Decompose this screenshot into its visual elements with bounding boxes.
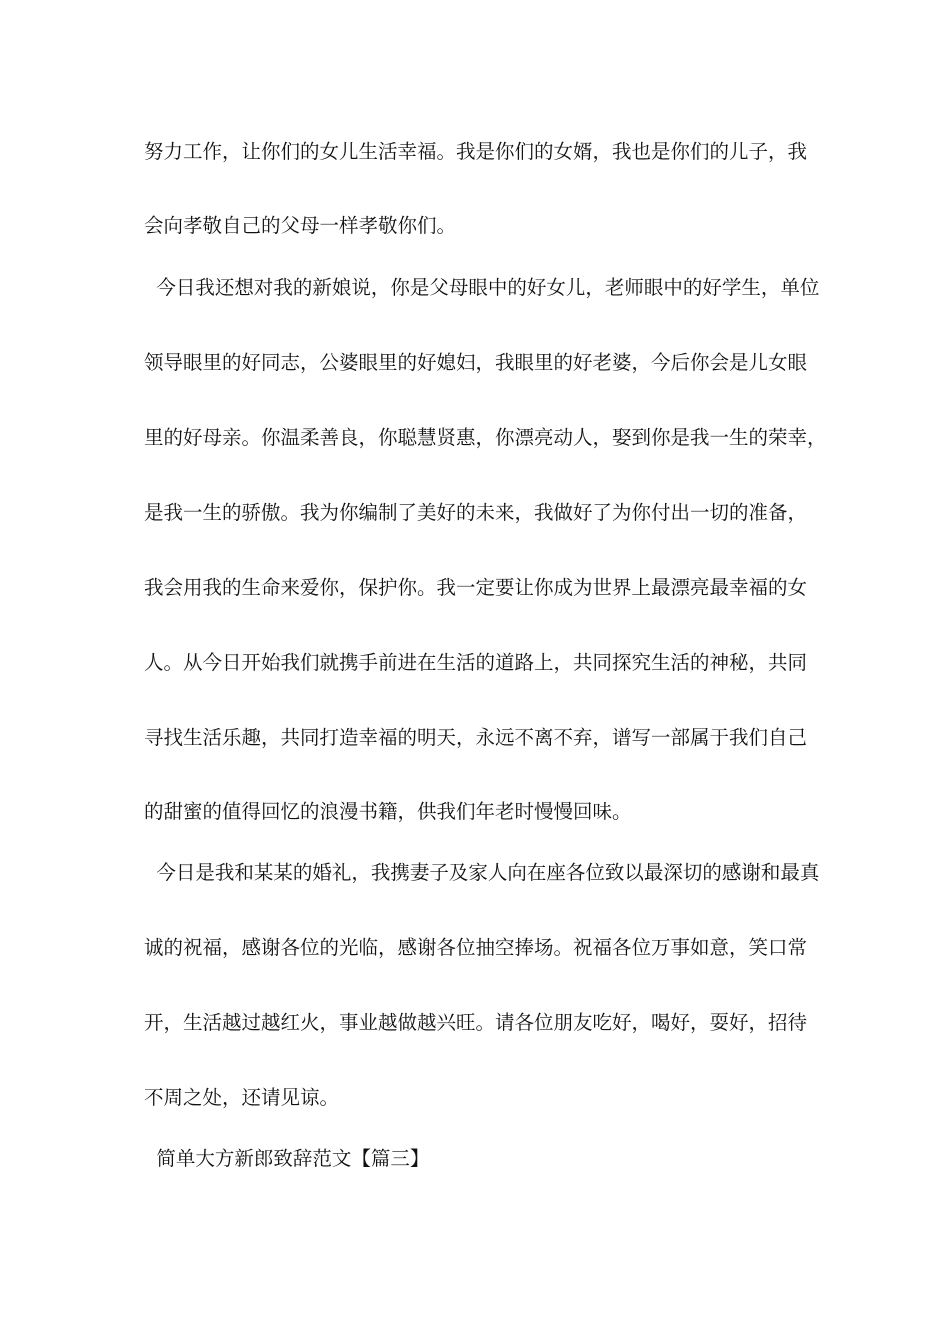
paragraph-line: 会向孝敬自己的父母一样孝敬你们。 — [144, 214, 457, 237]
paragraph-line: 我会用我的生命来爱你，保护你。我一定要让你成为世界上最漂亮最幸福的女 — [144, 576, 808, 599]
paragraph-line: 领导眼里的好同志，公婆眼里的好媳妇，我眼里的好老婆，今后你会是儿女眼 — [144, 351, 808, 374]
paragraph-line: 人。从今日开始我们就携手前进在生活的道路上，共同探究生活的神秘，共同 — [144, 651, 808, 674]
paragraph-line: 诚的祝福，感谢各位的光临，感谢各位抽空捧场。祝福各位万事如意，笑口常 — [144, 936, 808, 959]
section-heading: 简单大方新郎致辞范文【篇三】 — [144, 1147, 430, 1170]
paragraph-line: 开，生活越过越红火，事业越做越兴旺。请各位朋友吃好，喝好，耍好，招待 — [144, 1011, 808, 1034]
paragraph-line: 寻找生活乐趣，共同打造幸福的明天，永远不离不弃，谱写一部属于我们自己 — [144, 726, 808, 749]
paragraph-line: 里的好母亲。你温柔善良，你聪慧贤惠，你漂亮动人，娶到你是我一生的荣幸， — [144, 426, 827, 449]
paragraph-line: 是我一生的骄傲。我为你编制了美好的未来，我做好了为你付出一切的准备， — [144, 501, 808, 524]
paragraph-line: 今日是我和某某的婚礼，我携妻子及家人向在座各位致以最深切的感谢和最真 — [144, 861, 820, 884]
paragraph-line: 不周之处，还请见谅。 — [144, 1086, 340, 1109]
paragraph-line: 今日我还想对我的新娘说，你是父母眼中的好女儿，老师眼中的好学生，单位 — [144, 276, 820, 299]
paragraph-line: 努力工作，让你们的女儿生活幸福。我是你们的女婿，我也是你们的儿子，我 — [144, 140, 808, 163]
paragraph-line: 的甜蜜的值得回忆的浪漫书籍，供我们年老时慢慢回味。 — [144, 800, 632, 823]
